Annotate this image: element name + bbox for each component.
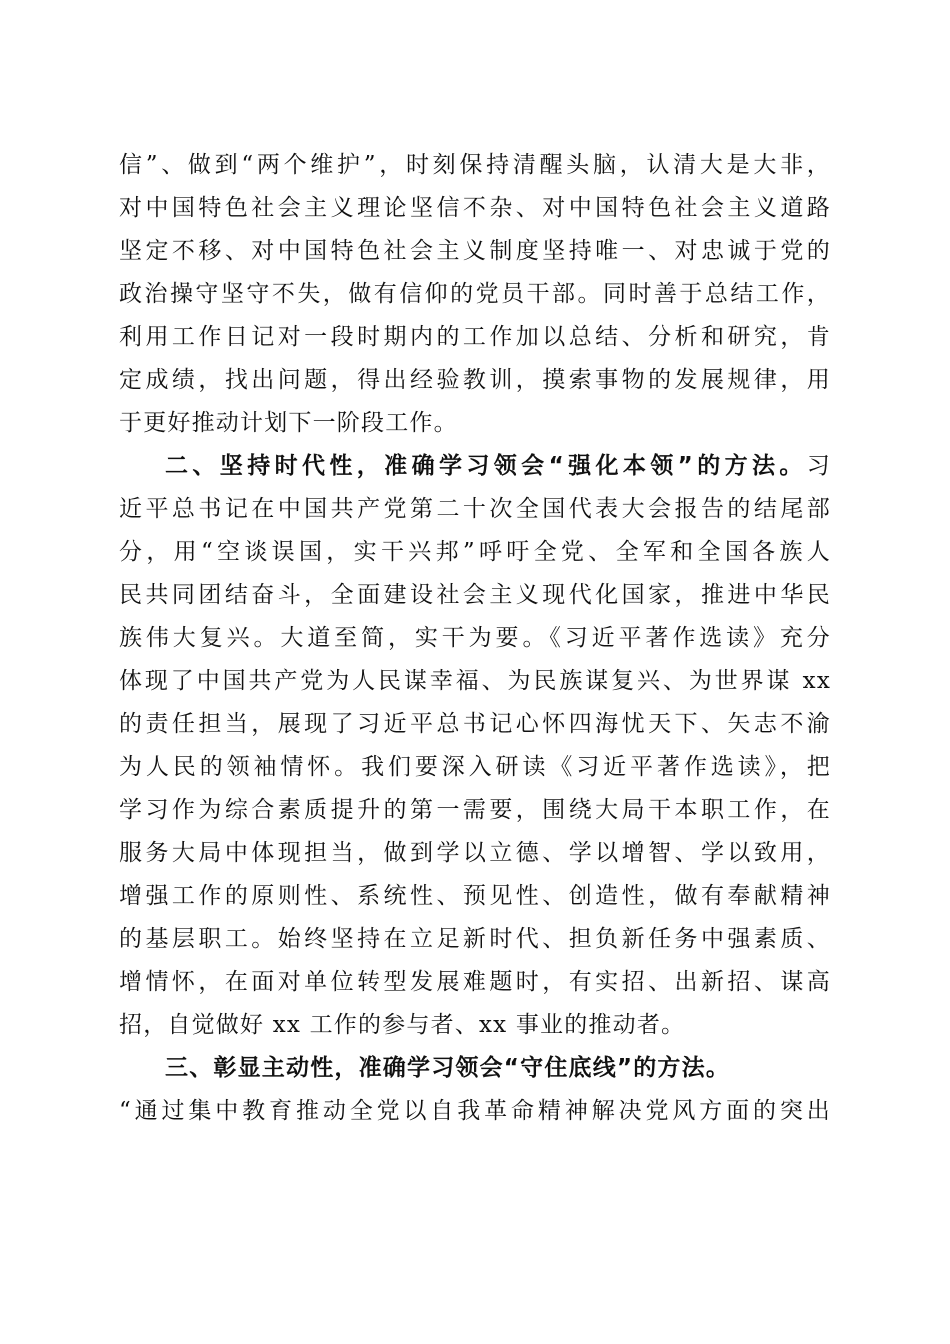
section-2-line: 服务大局中体现担当，做到学以立德、学以增智、学以致用， xyxy=(119,840,831,866)
body-line: 坚定不移、对中国特色社会主义制度坚持唯一、对忠诚于党的 xyxy=(119,238,831,264)
section-2-line: 学习作为综合素质提升的第一需要，围绕大局干本职工作，在 xyxy=(119,797,831,823)
section-2-heading-line xyxy=(119,445,831,488)
section-2-line: 族伟大复兴。大道至简，实干为要。《习近平著作选读》充分 xyxy=(119,625,831,651)
section-2-line: 体现了中国共产党为人民谋幸福、为民族谋复兴、为世界谋 xx xyxy=(119,668,831,694)
body-line: 于更好推动计划下一阶段工作。 xyxy=(119,410,458,436)
section-2-line: 招，自觉做好 xx 工作的参与者、xx 事业的推动者。 xyxy=(119,1012,686,1038)
body-line: 信”、做到“两个维护”，时刻保持清醒头脑，认清大是大非， xyxy=(119,152,831,178)
section-2-line: 的责任担当，展现了习近平总书记心怀四海忧天下、矢志不渝 xyxy=(119,711,831,737)
section-2-line: 的基层职工。始终坚持在立足新时代、担负新任务中强素质、 xyxy=(119,926,831,952)
section-3-heading: 三、彰显主动性，准确学习领会“守住底线”的方法。 xyxy=(165,1055,731,1081)
section-2-line: 为人民的领袖情怀。我们要深入研读《习近平著作选读》，把 xyxy=(119,754,831,780)
section-2-line: 增强工作的原则性、系统性、预见性、创造性，做有奉献精神 xyxy=(119,883,831,909)
section-3-line: “通过集中教育推动全党以自我革命精神解决党风方面的突出 xyxy=(119,1098,831,1124)
section-2-line: 民共同团结奋斗，全面建设社会主义现代化国家，推进中华民 xyxy=(119,582,831,608)
section-2-heading: 二、坚持时代性，准确学习领会“强化本领”的方法。 xyxy=(165,453,807,479)
section-2-line: 分，用“空谈误国，实干兴邦”呼吁全党、全军和全国各族人 xyxy=(119,539,831,565)
body-line: 对中国特色社会主义理论坚信不杂、对中国特色社会主义道路 xyxy=(119,195,831,221)
section-2-line: 增情怀，在面对单位转型发展难题时，有实招、出新招、谋高 xyxy=(119,969,831,995)
document-body xyxy=(119,144,831,1133)
body-line: 定成绩，找出问题，得出经验教训，摸索事物的发展规律，用 xyxy=(119,367,831,393)
body-line: 利用工作日记对一段时期内的工作加以总结、分析和研究，肯 xyxy=(119,324,831,350)
section-2-heading-tail: 习 xyxy=(806,453,831,479)
section-2-line: 近平总书记在中国共产党第二十次全国代表大会报告的结尾部 xyxy=(119,496,831,522)
body-line: 政治操守坚守不失，做有信仰的党员干部。同时善于总结工作， xyxy=(119,281,831,307)
section-3-heading-line xyxy=(119,1047,831,1090)
